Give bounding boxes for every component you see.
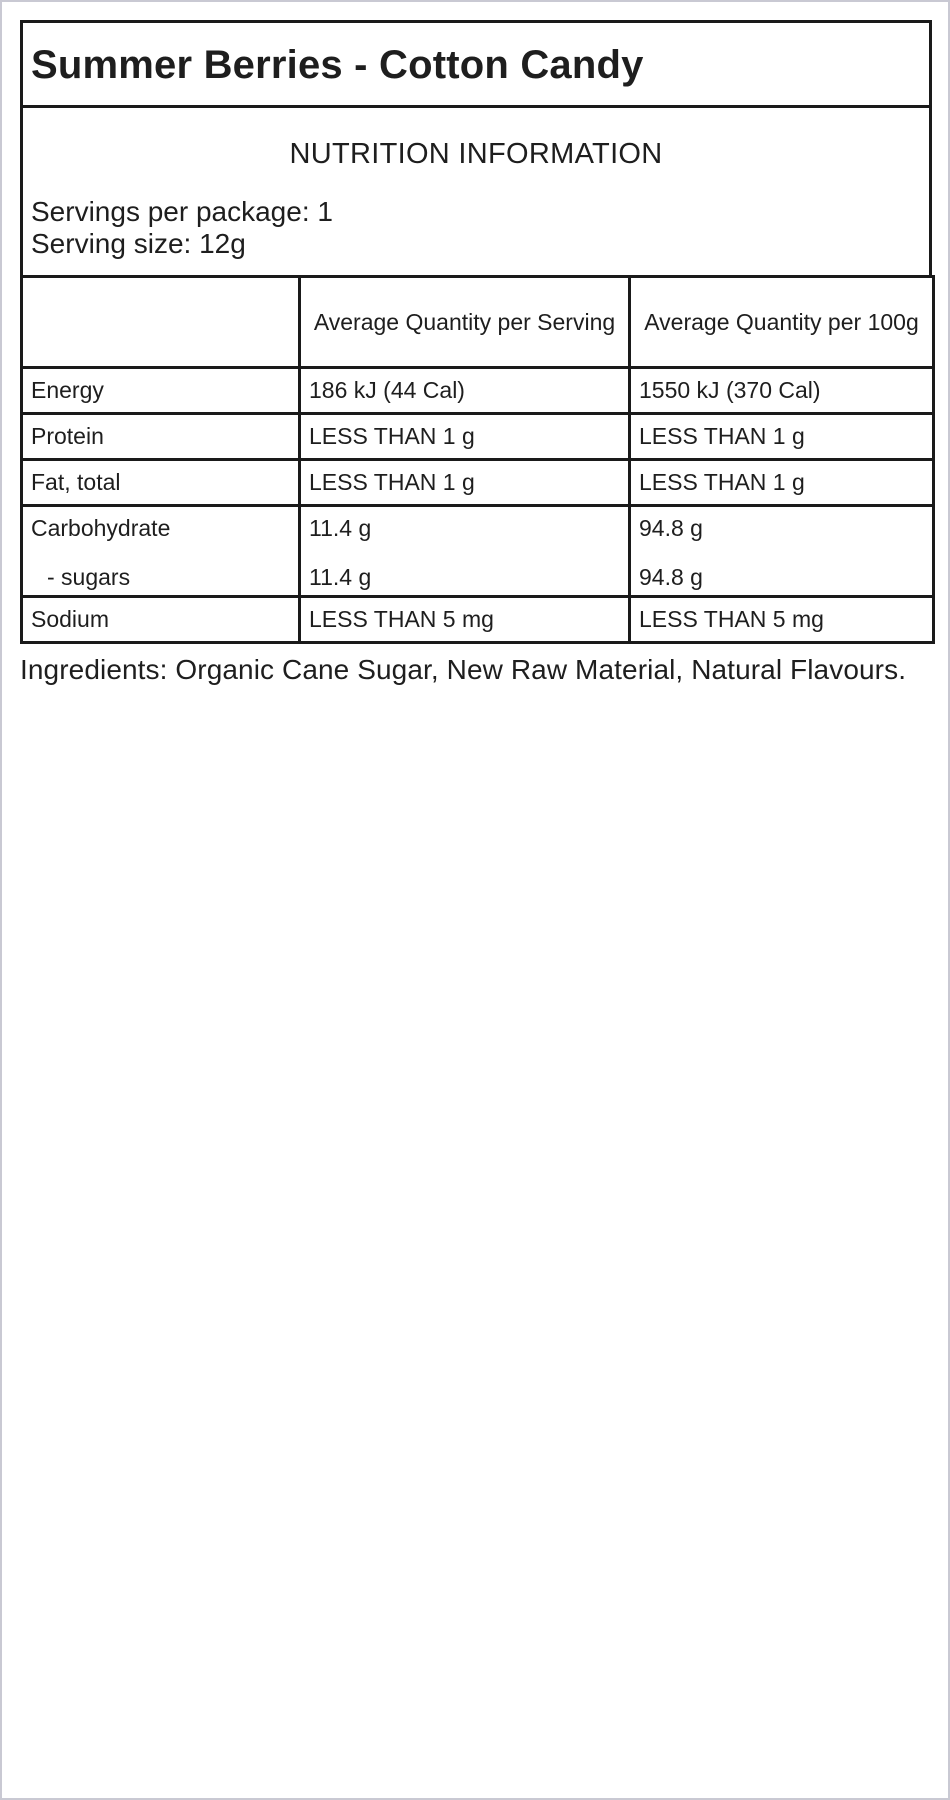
row-per-serving-cell: [300, 506, 630, 597]
row-per-serving: LESS THAN 1 g: [300, 460, 630, 506]
row-per-serving: 186 kJ (44 Cal): [300, 368, 630, 414]
table-row-fat: [22, 460, 934, 506]
row-label: Fat, total: [22, 460, 300, 506]
row-label: Energy: [22, 368, 300, 414]
row-per-serving: 11.4 g: [309, 515, 372, 541]
row-label: Protein: [22, 414, 300, 460]
sub-row-label: - sugars: [47, 564, 131, 590]
sub-row-per-serving: 11.4 g: [309, 564, 372, 590]
serving-size: Serving size: 12g: [31, 228, 246, 259]
sub-row-per-100g: 94.8 g: [639, 564, 703, 590]
row-per-serving: LESS THAN 1 g: [300, 414, 630, 460]
header-blank-cell: [22, 277, 300, 368]
row-label-cell: [22, 506, 300, 597]
row-per-serving: LESS THAN 5 mg: [300, 597, 630, 643]
row-per-100g: LESS THAN 1 g: [630, 460, 934, 506]
header-per-100g: Average Quantity per 100g: [630, 277, 934, 368]
row-per-100g-cell: [630, 506, 934, 597]
row-per-100g: LESS THAN 1 g: [630, 414, 934, 460]
ingredients-text: Ingredients: Organic Cane Sugar, New Raw Material, Natural Flavours.: [20, 654, 907, 685]
servings-per-package: Servings per package: 1: [31, 196, 333, 227]
row-label: Sodium: [22, 597, 300, 643]
table-row-protein: [22, 414, 934, 460]
row-per-100g: 1550 kJ (370 Cal): [630, 368, 934, 414]
row-label: Carbohydrate: [31, 515, 171, 541]
nutrition-panel: [20, 20, 932, 644]
serving-info-box: [20, 108, 932, 275]
header-per-serving: Average Quantity per Serving: [300, 277, 630, 368]
row-per-100g: LESS THAN 5 mg: [630, 597, 934, 643]
table-header-row: [22, 277, 934, 368]
nutrition-table: [20, 275, 935, 644]
table-row-carbohydrate: [22, 506, 934, 597]
product-title: Summer Berries - Cotton Candy: [31, 42, 644, 87]
table-row-sodium: [22, 597, 934, 643]
row-per-100g: 94.8 g: [639, 515, 703, 541]
title-box: [20, 20, 932, 108]
nutrition-heading: NUTRITION INFORMATION: [289, 138, 663, 170]
table-row-energy: [22, 368, 934, 414]
